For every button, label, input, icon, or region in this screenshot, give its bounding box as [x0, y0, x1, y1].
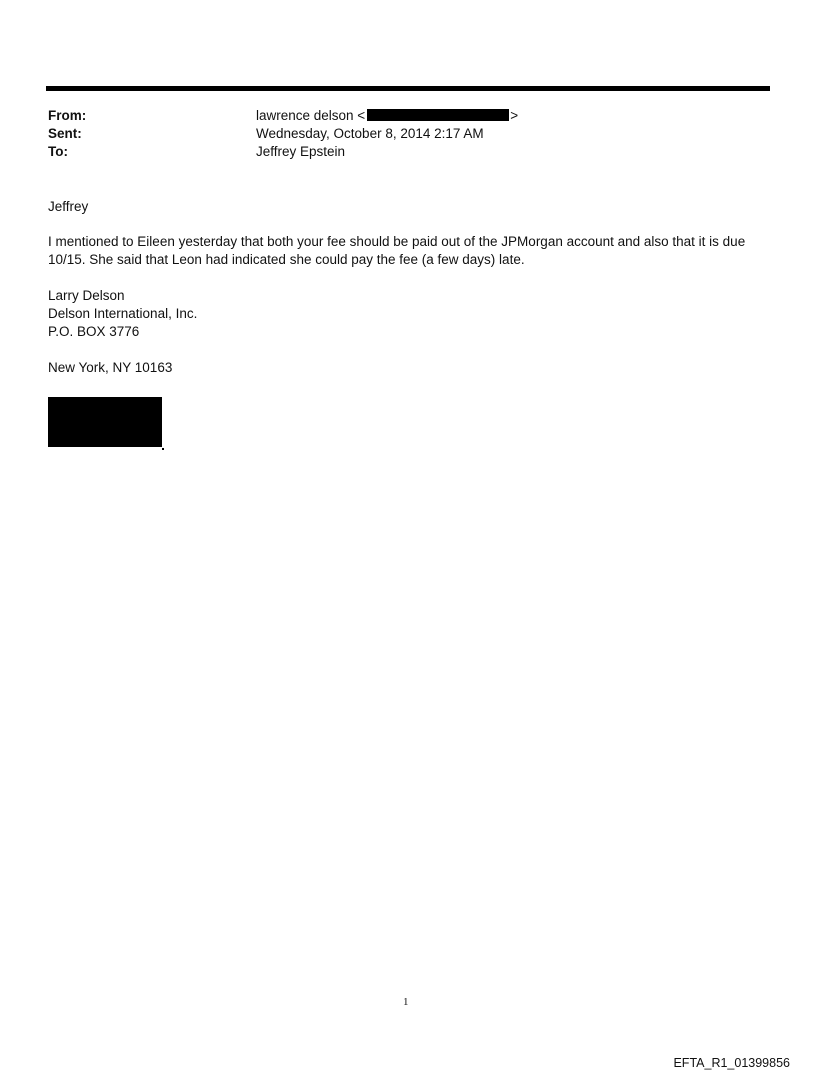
salutation: Jeffrey [48, 199, 89, 214]
from-close-bracket: > [510, 108, 519, 123]
message-line-1: I mentioned to Eileen yesterday that both your fee should be paid out of the JPMorgan account and also that it is due [48, 234, 746, 249]
sent-value: Wednesday, October 8, 2014 2:17 AM [256, 126, 484, 141]
redacted-block [48, 397, 162, 447]
from-label: From: [48, 108, 87, 123]
page-number: 1 [403, 996, 409, 1008]
signature-po-box: P.O. BOX 3776 [48, 324, 140, 339]
bates-number: EFTA_R1_01399856 [673, 1056, 790, 1070]
sent-label: Sent: [48, 126, 82, 141]
from-row [48, 107, 768, 125]
message-line-2: 10/15. She said that Leon had indicated she could pay the fee (a few days) late. [48, 252, 525, 267]
to-label: To: [48, 144, 68, 159]
signature-company: Delson International, Inc. [48, 306, 198, 321]
sent-row [48, 125, 768, 143]
signature-city: New York, NY 10163 [48, 360, 173, 375]
from-name: lawrence delson < [256, 108, 366, 123]
to-value: Jeffrey Epstein [256, 144, 346, 159]
stray-mark [162, 448, 164, 450]
header-divider-rule [46, 86, 770, 91]
redacted-email [367, 109, 509, 121]
signature-name: Larry Delson [48, 288, 125, 303]
to-row [48, 143, 768, 161]
from-value [256, 107, 518, 125]
